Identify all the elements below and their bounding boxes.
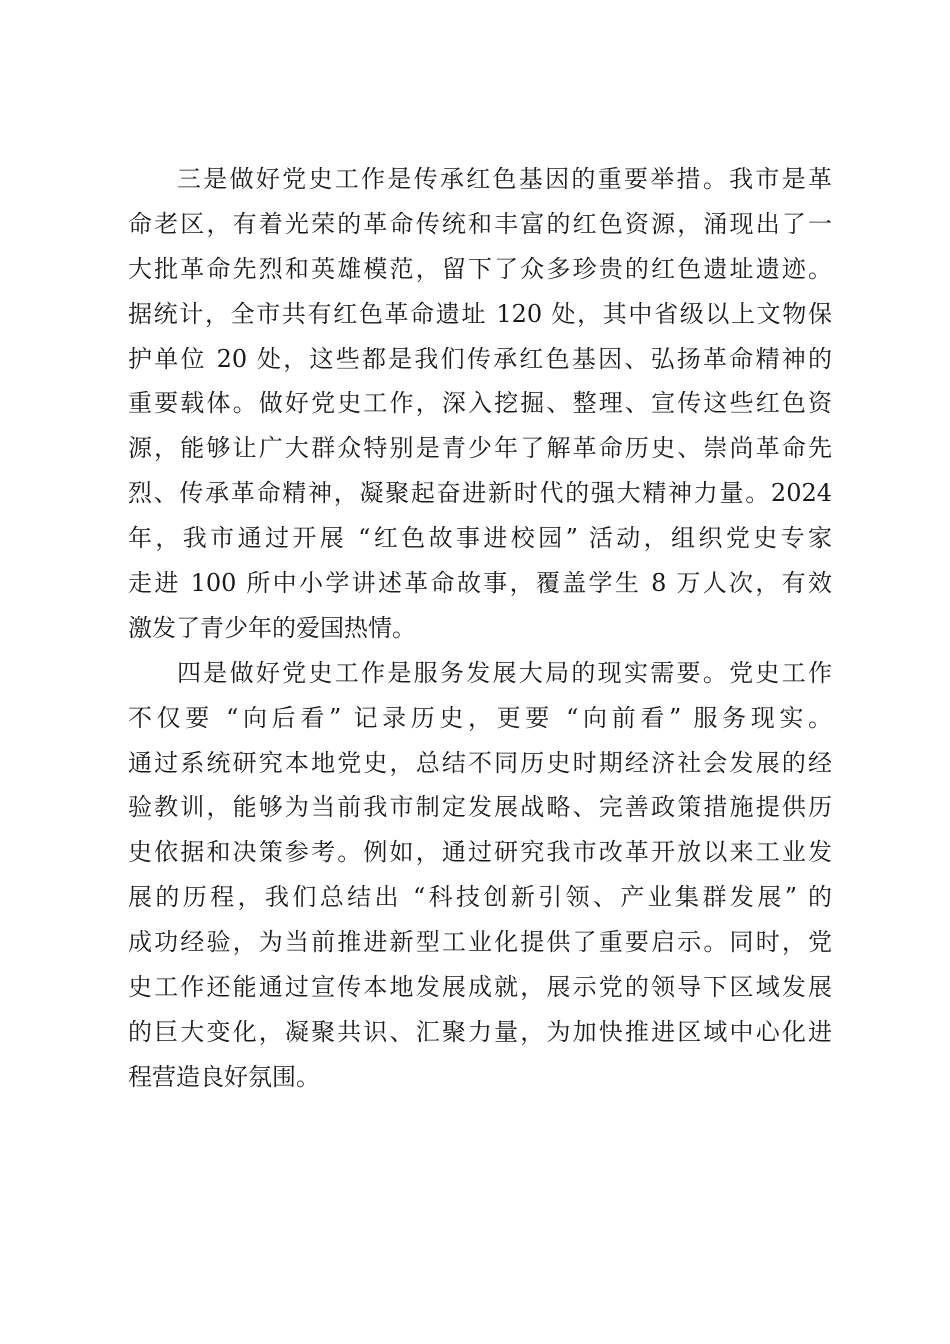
text-line: 据统计，全市共有红色革命遗址 120 处，其中省级以上文物保 (128, 299, 832, 328)
text-line: 命老区，有着光荣的革命传统和丰富的红色资源，涌现出了一 (128, 209, 832, 238)
text-line: 年，我市通过开展 “红色故事进校园” 活动，组织党史专家 (128, 524, 832, 553)
text-line: 护单位 20 处，这些都是我们传承红色基因、弘扬革命精神的 (128, 344, 832, 373)
text-line: 四是做好党史工作是服务发展大局的现实需要。党史工作 (177, 658, 832, 687)
text-line: 重要载体。做好党史工作，深入挖掘、整理、宣传这些红色资 (128, 389, 832, 418)
text-line: 大批革命先烈和英雄模范，留下了众多珍贵的红色遗址遗迹。 (128, 254, 832, 283)
text-line: 展的历程，我们总结出 “科技创新引领、产业集群发展” 的 (128, 883, 832, 912)
text-line: 史依据和决策参考。例如，通过研究我市改革开放以来工业发 (128, 838, 832, 867)
paragraph-4 (128, 651, 832, 1100)
text-line: 不仅要 “向后看” 记录历史，更要 “向前看” 服务现实。 (128, 703, 832, 732)
text-line: 成功经验，为当前推进新型工业化提供了重要启示。同时，党 (128, 928, 832, 957)
text-line: 史工作还能通过宣传本地发展成就，展示党的领导下区域发展 (128, 973, 832, 1002)
text-line: 的巨大变化，凝聚共识、汇聚力量，为加快推进区域中心化进 (128, 1017, 832, 1046)
text-line: 走进 100 所中小学讲述革命故事，覆盖学生 8 万人次，有效 (128, 569, 832, 598)
text-line: 三是做好党史工作是传承红色基因的重要举措。我市是革 (177, 165, 832, 193)
text-line: 通过系统研究本地党史，总结不同历史时期经济社会发展的经 (128, 748, 832, 777)
paragraph-3 (128, 157, 832, 651)
text-line: 程营造良好氛围。 (128, 1062, 320, 1091)
text-line: 验教训，能够为当前我市制定发展战略、完善政策措施提供历 (128, 793, 832, 822)
document-body (128, 157, 832, 1100)
text-line: 源，能够让广大群众特别是青少年了解革命历史、崇尚革命先 (128, 434, 832, 463)
text-line: 烈、传承革命精神，凝聚起奋进新时代的强大精神力量。2024 (128, 479, 832, 508)
text-line: 激发了青少年的爱国热情。 (128, 613, 416, 642)
